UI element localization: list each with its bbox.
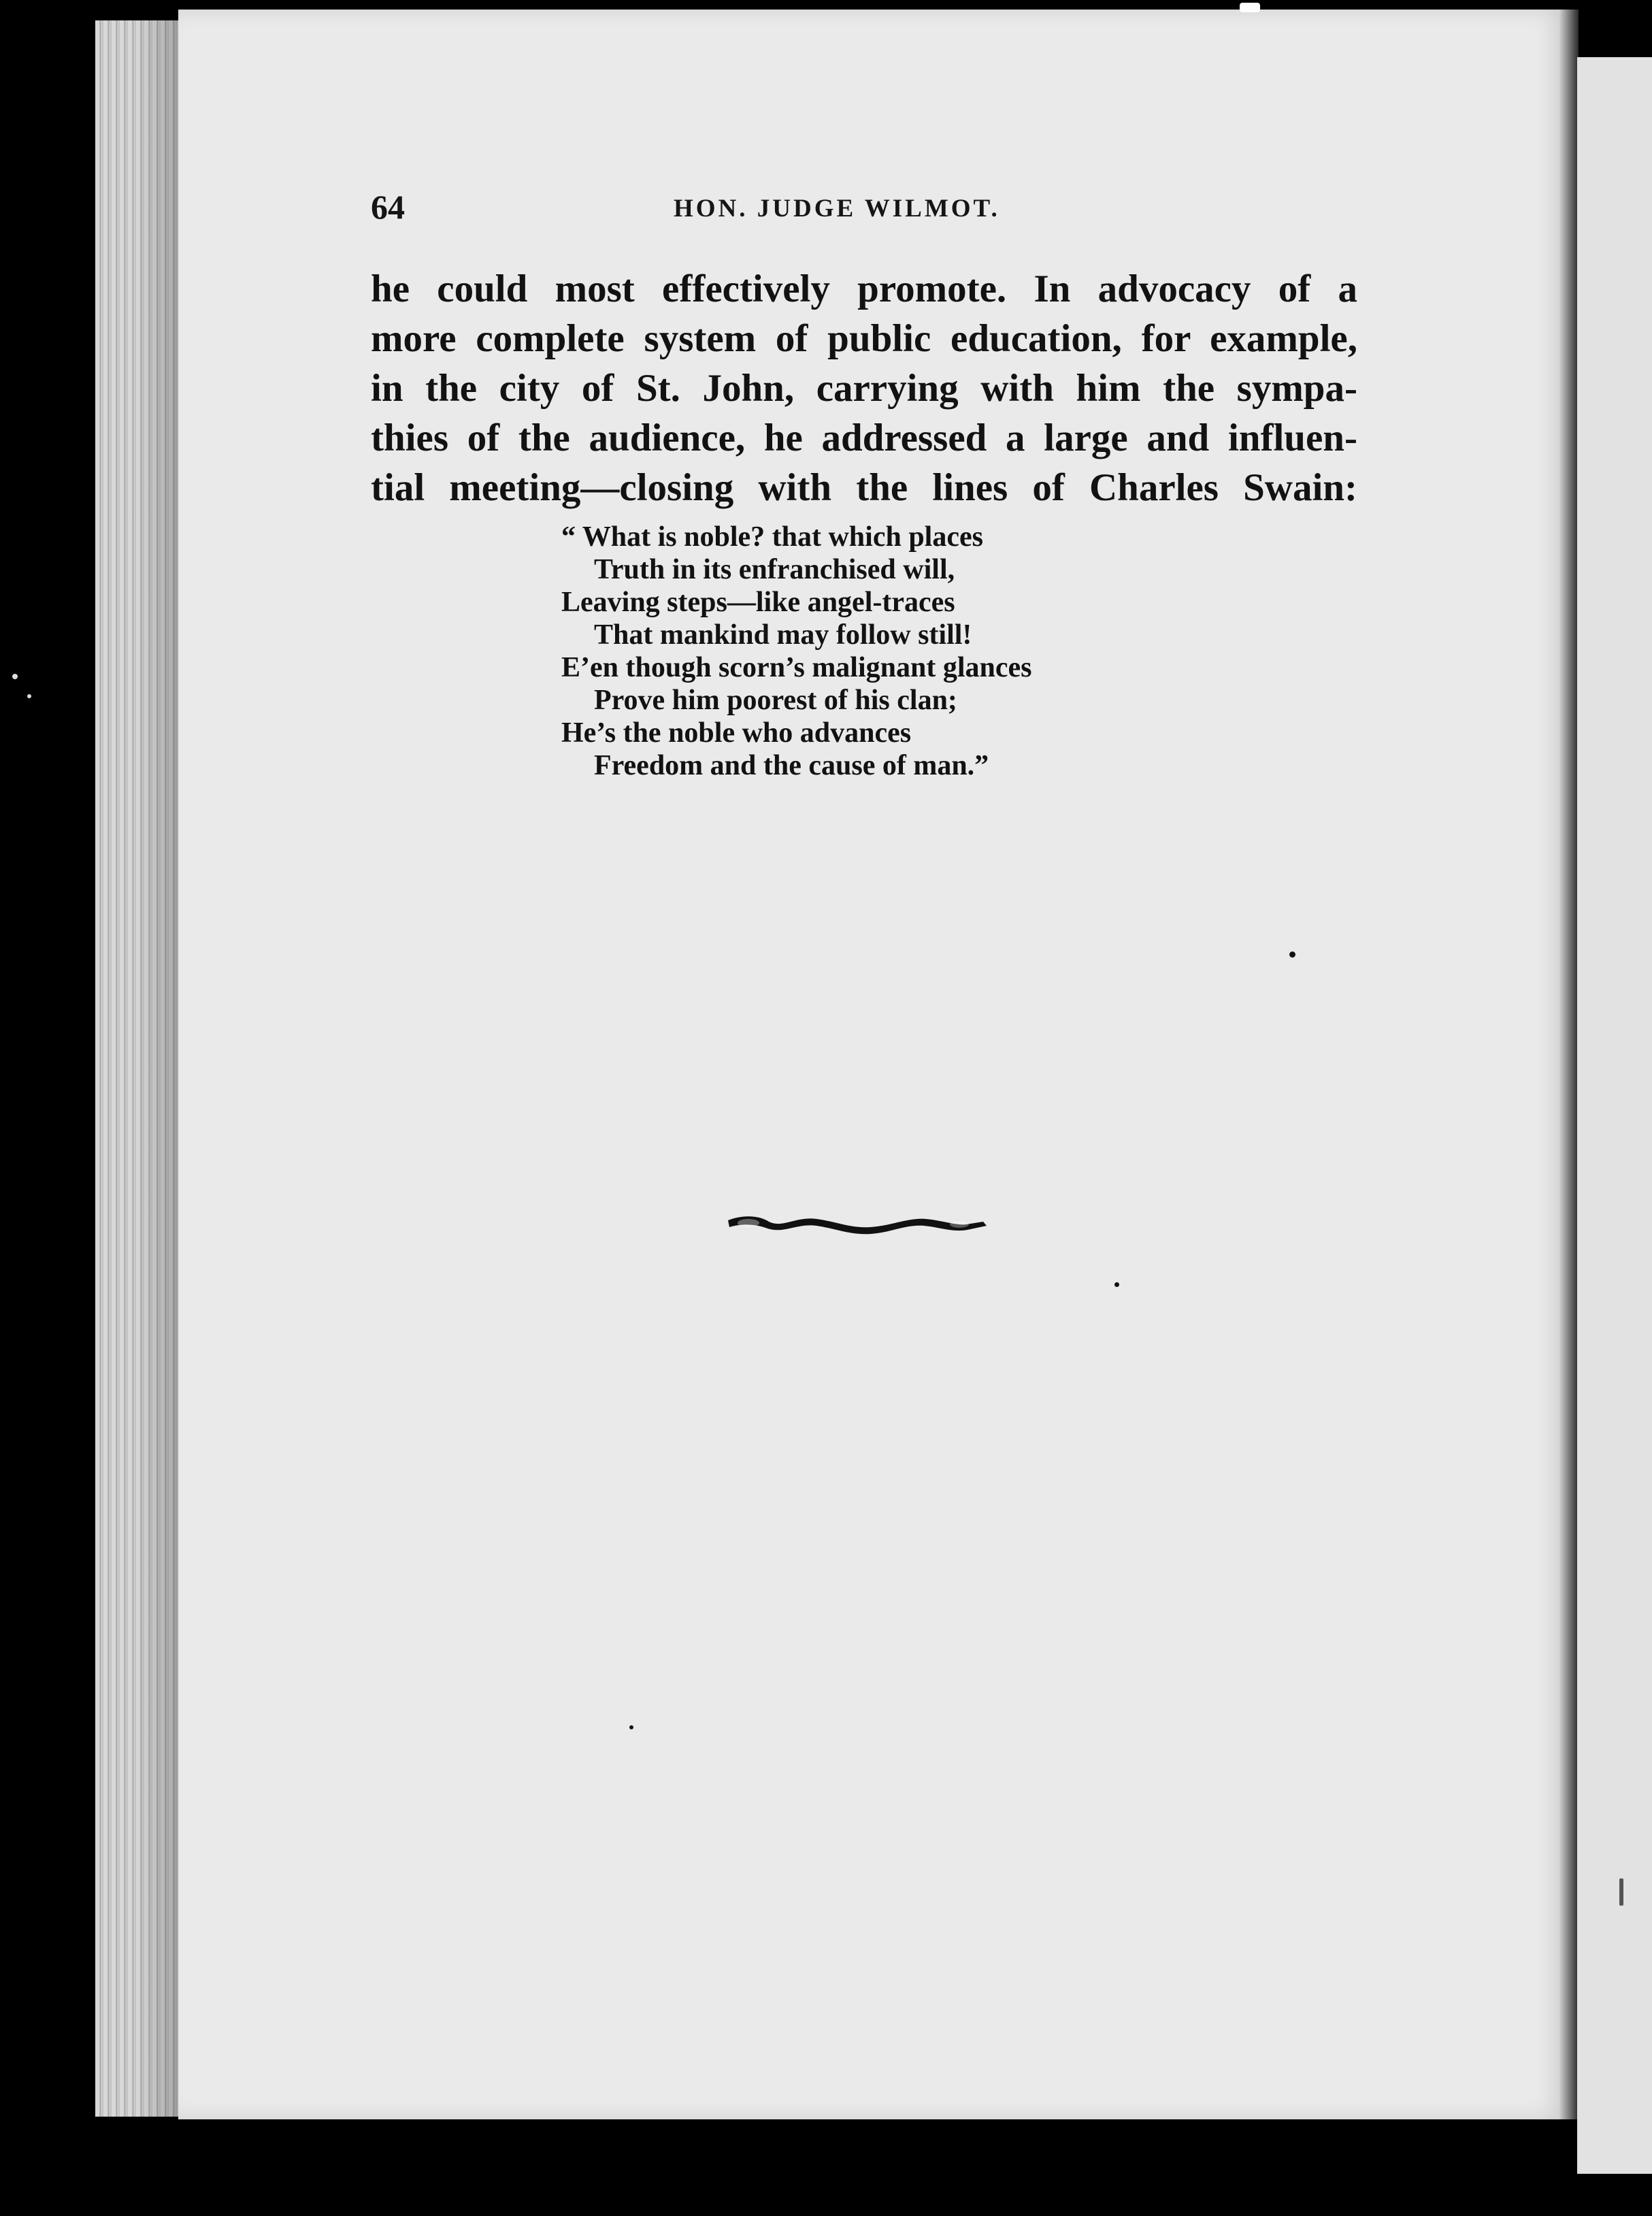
scan-speck — [27, 694, 31, 698]
book-gutter — [1559, 10, 1579, 2119]
poem-verse: Freedom and the cause of man.” — [594, 750, 989, 781]
page-edge-shadow — [136, 20, 184, 2117]
paragraph-line: tial meeting—closing with the lines of Charles Swain: — [371, 466, 1357, 509]
scan-speck — [1619, 1878, 1623, 1906]
poem-verse: “ What is noble? that which places — [561, 521, 983, 553]
paragraph-line: he could most effectively promote. In advocacy of a — [371, 267, 1357, 310]
scan-speck — [12, 674, 18, 679]
scan-speck — [1289, 951, 1295, 958]
poem-verse: Truth in its enfranchised will, — [594, 554, 955, 585]
poem-verse: E’en though scorn’s malignant glances — [561, 652, 1032, 683]
decorative-rule-ornament-icon — [721, 1201, 993, 1242]
running-head — [371, 187, 1351, 228]
paragraph-line: in the city of St. John, carrying with him the sympa- — [371, 367, 1357, 410]
poem-verse: That mankind may follow still! — [594, 619, 972, 651]
scan-speck — [1114, 1282, 1119, 1287]
poem-verse: He’s the noble who advances — [561, 717, 912, 749]
body-paragraph — [371, 264, 1357, 512]
poem-verse: Prove him poorest of his clan; — [594, 685, 957, 716]
scan-speck — [629, 1725, 633, 1729]
paragraph-line: more complete system of public education, for example, — [371, 317, 1357, 360]
adjacent-page-sliver — [1577, 57, 1652, 2174]
paragraph-line: thies of the audience, he addressed a large and influen- — [371, 417, 1357, 459]
page-number: 64 — [371, 188, 405, 226]
poem-verse: Leaving steps—like angel-traces — [561, 587, 955, 618]
scan-speck — [1240, 3, 1260, 12]
poem-quotation — [561, 521, 1242, 782]
header-title: HON. JUDGE WILMOT. — [674, 195, 1000, 223]
